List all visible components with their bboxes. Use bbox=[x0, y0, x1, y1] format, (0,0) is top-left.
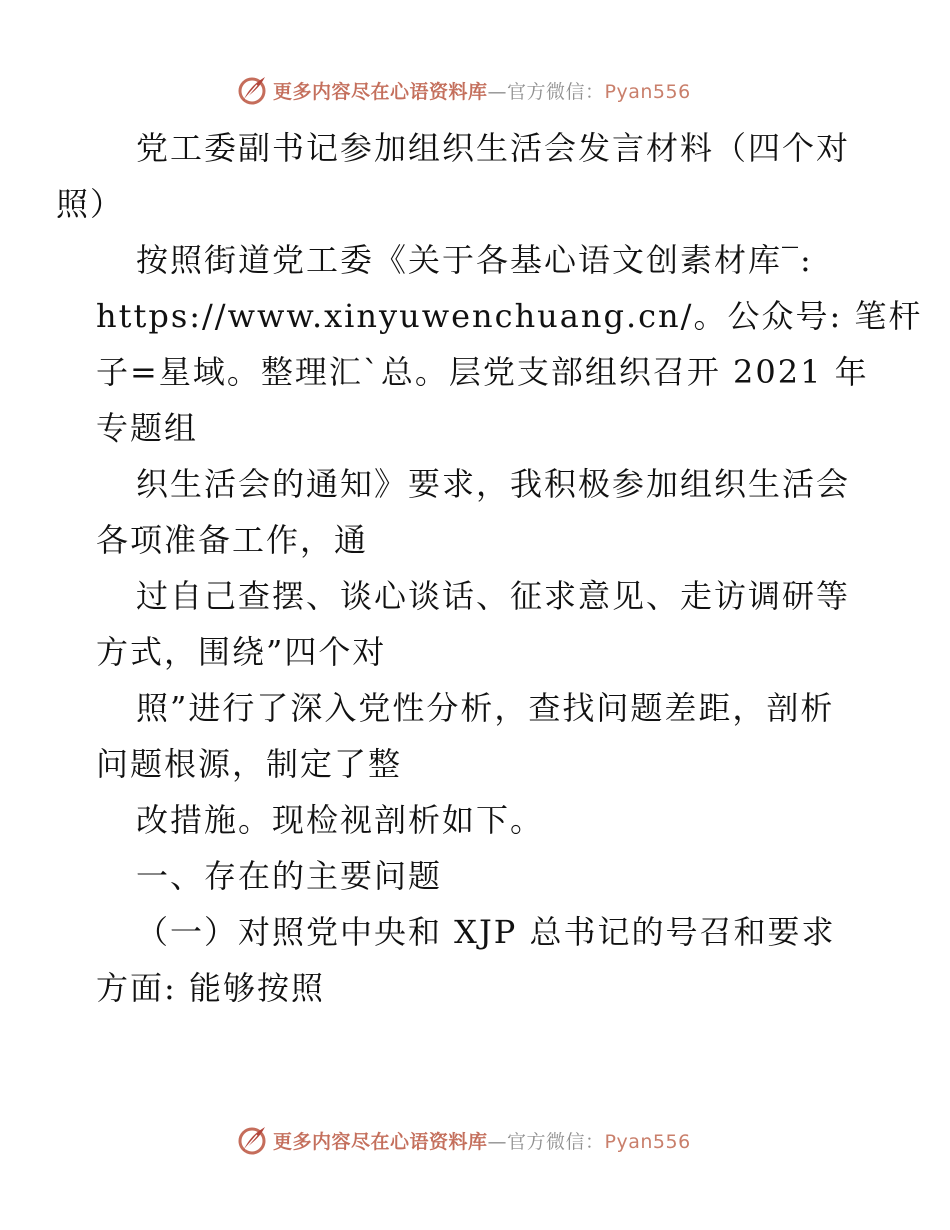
paragraph-line: 专题组 bbox=[96, 409, 199, 447]
header-watermark bbox=[235, 72, 691, 108]
document-body bbox=[56, 120, 923, 1016]
title-line: 照） bbox=[56, 185, 125, 223]
quill-logo-icon bbox=[235, 1123, 269, 1157]
paragraph-line: 问题根源，制定了整 bbox=[96, 745, 403, 783]
document-title bbox=[56, 120, 856, 232]
paragraph-line: （一）对照党中央和 XJP 总书记的号召和要求 bbox=[136, 913, 836, 951]
heading-text: 一、存在的主要问题 bbox=[136, 857, 443, 895]
watermark-account: Pyan556 bbox=[604, 80, 691, 103]
paragraph-line: 改措施。现检视剖析如下。 bbox=[136, 801, 545, 839]
watermark-account: Pyan556 bbox=[604, 1130, 691, 1153]
paragraph-5 bbox=[96, 792, 856, 848]
paragraph-4 bbox=[96, 680, 856, 792]
paragraph-line: 各项准备工作，通 bbox=[96, 521, 369, 559]
paragraph-2 bbox=[96, 456, 856, 568]
paragraph-line: 照”进行了深入党性分析，查找问题差距，剖析 bbox=[136, 689, 835, 727]
paragraph-line: 织生活会的通知》要求，我积极参加组织生活会 bbox=[136, 465, 851, 503]
watermark-label: 官方微信： bbox=[507, 1130, 605, 1153]
paragraph-line: 方面: 能够按照 bbox=[96, 969, 325, 1007]
title-line: 党工委副书记参加组织生活会发言材料（四个对 bbox=[136, 129, 851, 167]
watermark-prefix: 更多内容尽在心语资料库 bbox=[273, 80, 488, 103]
paragraph-line: https://www.xinyuwenchuang.cn/。公众号: 笔杆 bbox=[96, 297, 923, 335]
subsection-heading bbox=[96, 904, 856, 1016]
watermark-label: 官方微信： bbox=[507, 80, 605, 103]
quill-logo-icon bbox=[235, 73, 269, 107]
paragraph-line: 按照街道党工委《关于各基心语文创素材库‾: bbox=[136, 241, 813, 279]
paragraph-1 bbox=[96, 232, 923, 456]
paragraph-line: 方式，围绕”四个对 bbox=[96, 633, 387, 671]
watermark-dash: — bbox=[487, 80, 508, 103]
section-heading bbox=[96, 848, 856, 904]
paragraph-3 bbox=[96, 568, 856, 680]
footer-watermark bbox=[235, 1122, 691, 1158]
paragraph-line: 子=星域。整理汇`总。层党支部组织召开 2021 年 bbox=[96, 353, 869, 391]
watermark-prefix: 更多内容尽在心语资料库 bbox=[273, 1130, 488, 1153]
paragraph-line: 过自己查摆、谈心谈话、征求意见、走访调研等 bbox=[136, 577, 851, 615]
watermark-dash: — bbox=[487, 1130, 508, 1153]
